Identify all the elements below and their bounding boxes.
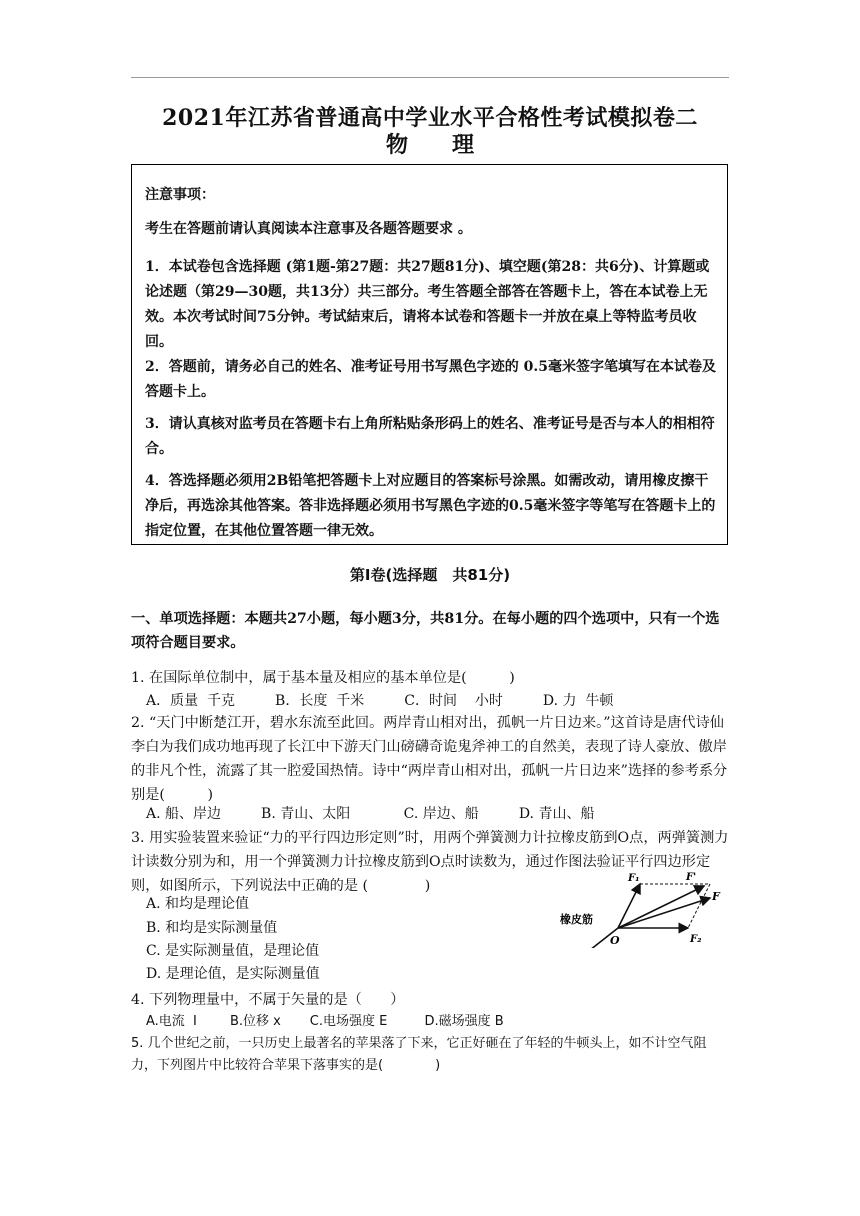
notice-box <box>131 164 728 545</box>
fig-label-f1: F₁ <box>628 873 640 884</box>
question-2-options: A. 船、岸边 B. 青山、太阳 C. 岸边、船 D. 青山、船 <box>146 806 595 822</box>
question-3-option-c: C. 是实际测量值，是理论值 <box>146 943 320 959</box>
force-parallelogram-figure <box>558 868 738 948</box>
exam-title: 2021年江苏省普通高中学业水平合格性考试模拟卷二 <box>162 105 698 131</box>
fig-label-rubber: 橡皮筋 <box>560 913 593 926</box>
subject-char-2: 理 <box>452 132 475 158</box>
notice-item-1: 1．本试卷包含选择题 (第1题-第27题：共27题81分)、填空题(第28：共6分)、计算题或论述题（第29—30题，共13分）共三部分。考生答题全部答在答题卡上，答在本试卷上无效。本次考试时间75分钟。考试結束后，请将本试卷和答题卡一并放在桌上等特监考员收回。 <box>145 259 710 350</box>
top-rule <box>131 77 729 78</box>
notice-item-4: 4．答选择题必须用2B铅笔把答题卡上对应题目的答案标号涂黑。如需改动，请用橡皮擦干净后，再选涂其他答案。答非选择题必须用书写黑色字迹的0.5毫米签字等笔写在答题卡上的指定位置，在其他位置答题一律无效。 <box>145 473 716 539</box>
question-4-stem: 4. 下列物理量中，不属于矢量的是（ ） <box>131 992 405 1008</box>
question-4-options: A.电流 I B.位移 x C.电场强度 E D.磁场强度 B <box>146 1014 504 1029</box>
question-1-stem: 1. 在国际单位制中，属于基本量及相应的基本单位是( ) <box>131 670 515 686</box>
question-5-stem: 5. 几个世纪之前，一只历史上最著名的苹果落了下来，它正好砸在了年轻的牛顿头上，如不计空气阻力，下列图片中比较符合苹果下落事实的是( ) <box>131 1036 707 1073</box>
fig-label-o: O <box>610 934 620 947</box>
section-instructions: 一、单项选择题：本题共27小题，每小题3分，共81分。在每小题的四个选项中，只有一个选项符合题目要求。 <box>131 611 720 651</box>
force-f-arrow <box>618 898 710 928</box>
question-3-stem: 3. 用实验装置来验证“力的平行四边形定则”时，用两个弹簧测力计拉橡皮筋到O点，两弹簧测力计读数分别为和，用一个弹簧测力计拉橡皮筋到O点时读数为，通过作图法验证平行四边形定则，如图所示，下列说法中正确的是 ( ) <box>131 830 729 894</box>
subject-title <box>0 131 860 159</box>
question-3-option-b: B. 和均是实际测量值 <box>146 920 278 936</box>
notice-intro: 考生在答题前请认真阅读本注意事及各题答题要求 。 <box>145 221 472 237</box>
notice-item-3: 3．请认真核对监考员在答题卡右上角所粘贴条形码上的姓名、准考证号是否与本人的相相符合。 <box>145 416 715 457</box>
subject-char-1: 物 <box>385 132 408 158</box>
parallelogram-dashed-side <box>688 884 710 928</box>
question-2-stem: 2. “天门中断楚江开，碧水东流至此回。两岸青山相对出，孤帆一片日边来。”这首诗是唐代诗仙李白为我们成功地再现了长江中下游天门山磅礴奇诡鬼斧神工的自然美，表现了诗人豪放、傲岸的非凡个性，流露了其一腔爱国热情。诗中“两岸青山相对出，孤帆一片日边来”选择的参考系分别是( ) <box>131 715 728 803</box>
section-title: 第Ⅰ卷(选择题 共81分) <box>349 566 511 584</box>
question-3-option-a: A. 和均是理论值 <box>146 896 250 912</box>
notice-item-2: 2．答题前，请务必自己的姓名、准考证号用书写黑色字迹的 0.5毫米签字笔填写在本试卷及答题卡上。 <box>145 359 716 400</box>
fig-label-f: F <box>712 890 720 903</box>
notice-heading: 注意事项： <box>145 187 215 203</box>
question-1-options: A．质量 千克 B．长度 千米 C．时间 小时 D. 力 牛顿 <box>146 693 614 709</box>
fig-label-fprime: F' <box>686 872 697 883</box>
question-3-option-d: D. 是理论值，是实际测量值 <box>146 966 320 982</box>
fig-label-f2: F₂ <box>690 934 702 945</box>
